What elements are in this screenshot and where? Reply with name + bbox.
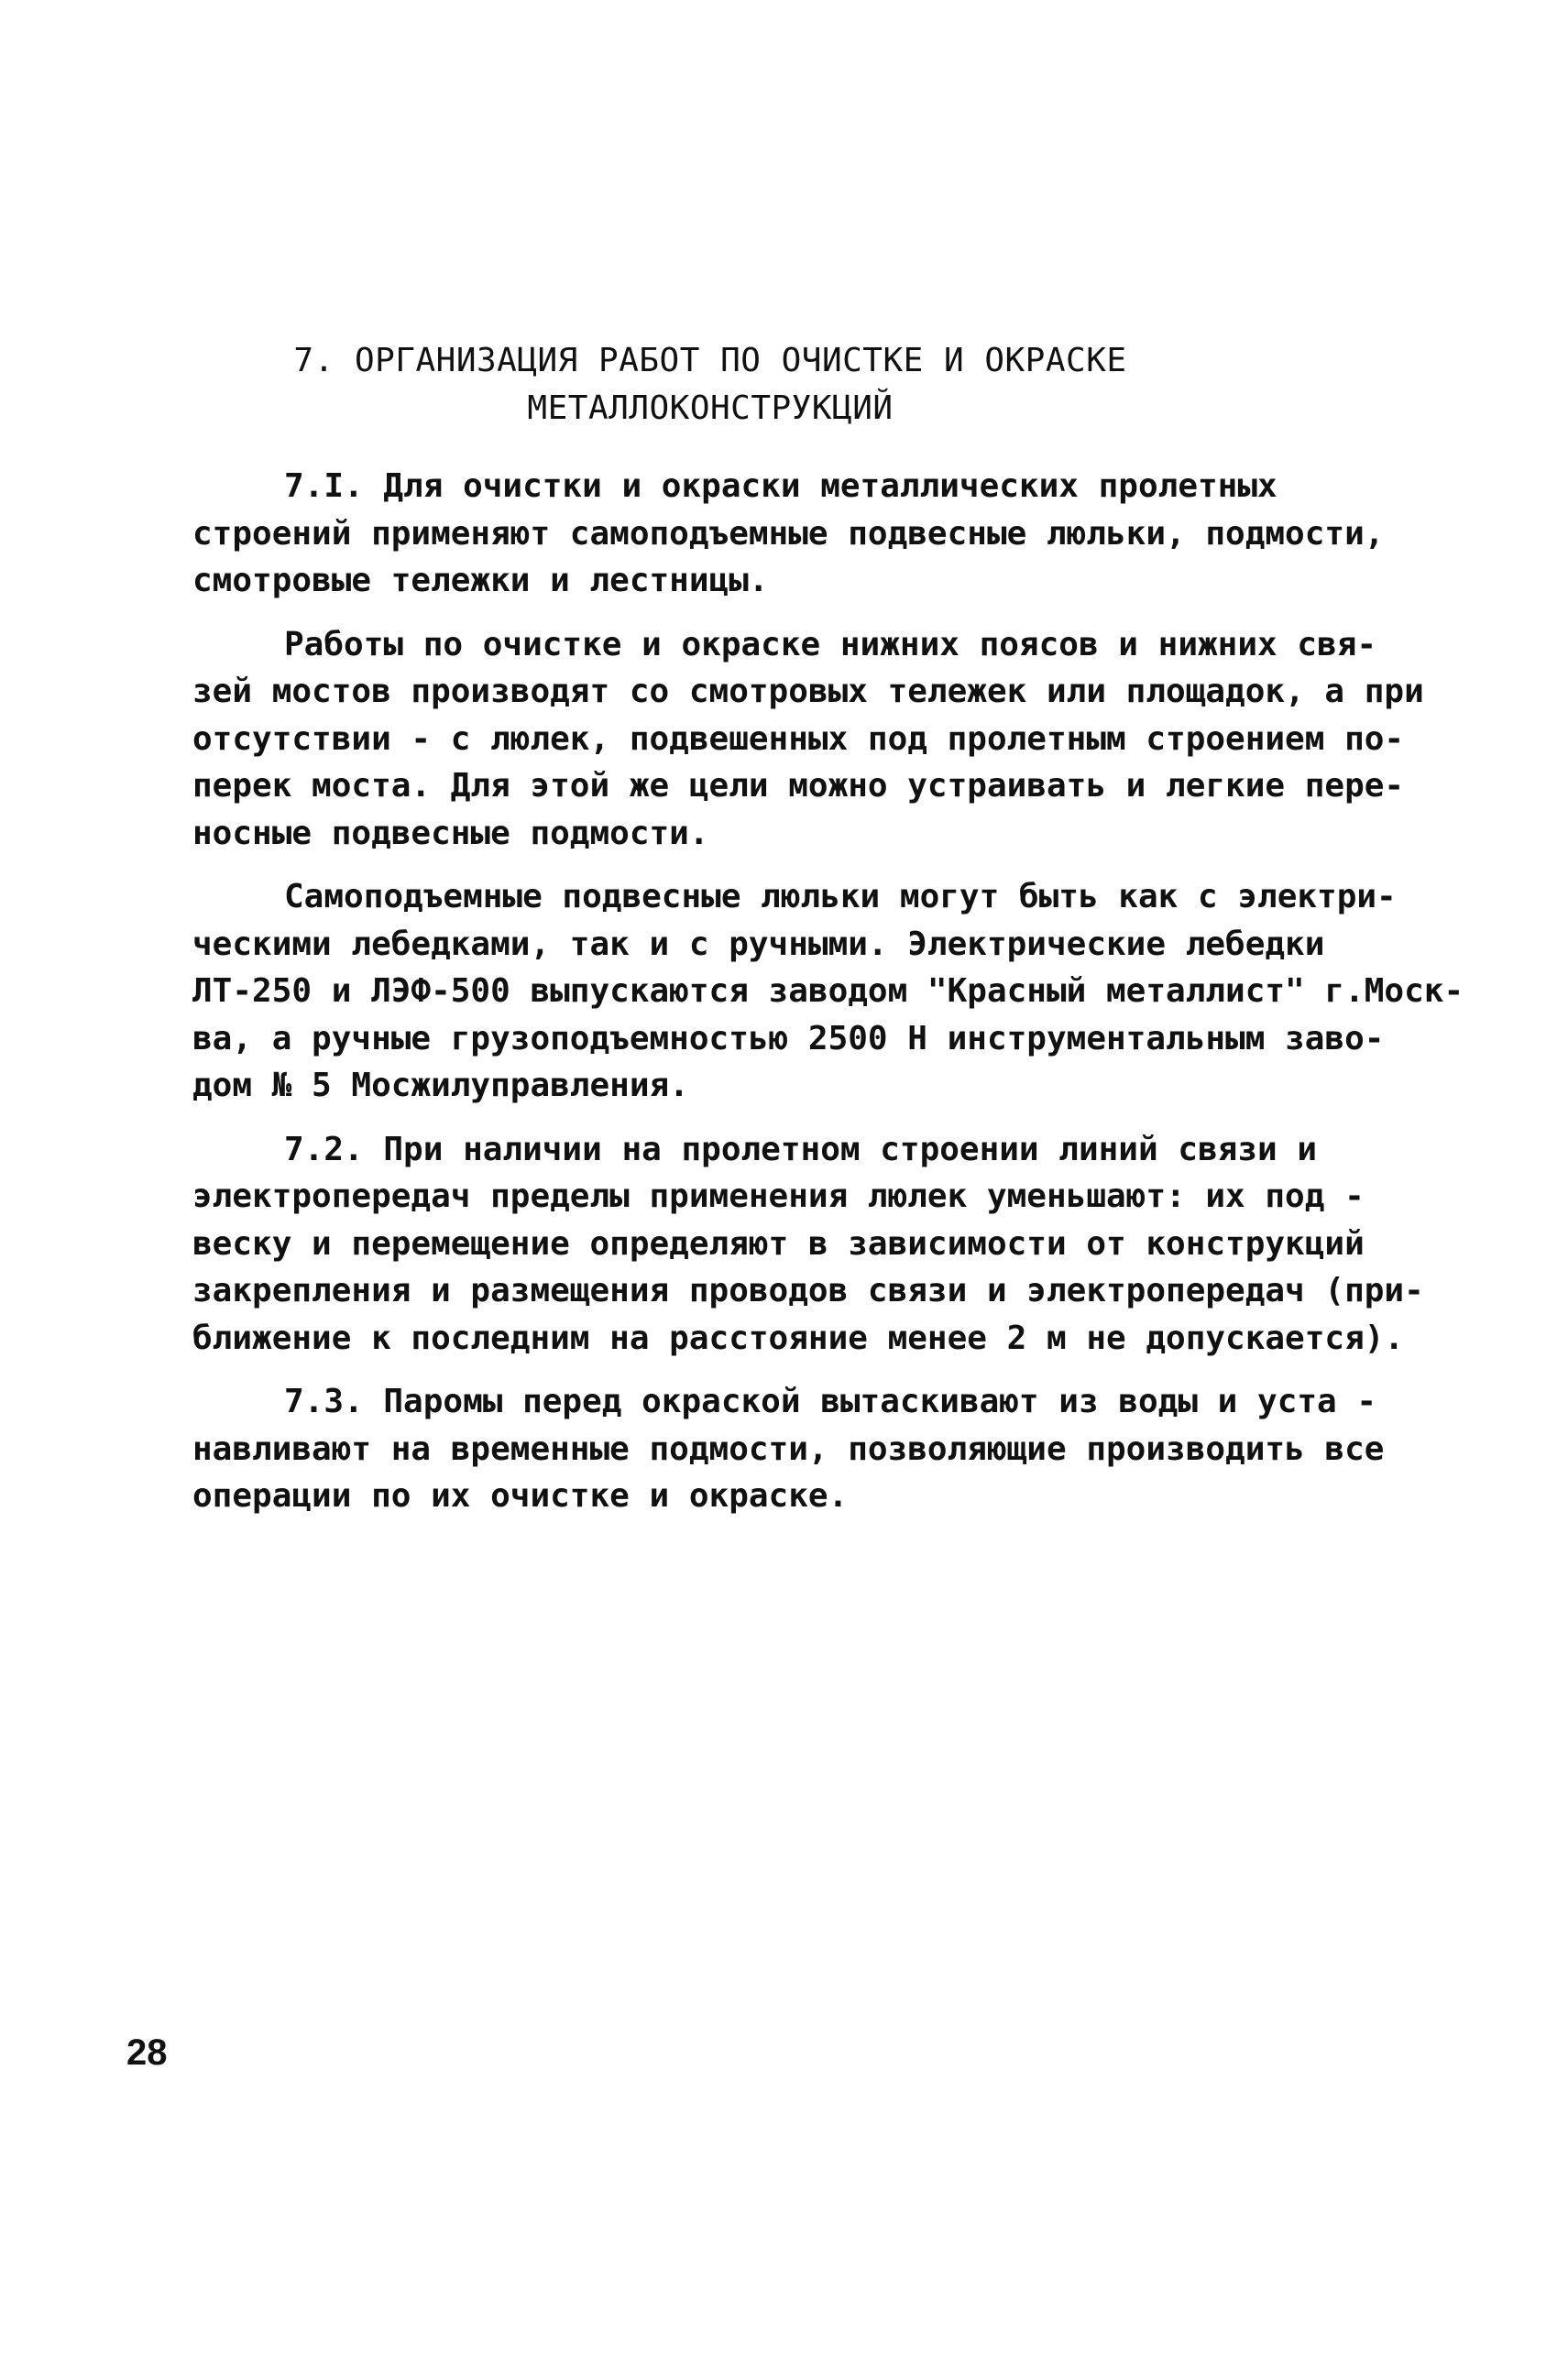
- text-line: дом № 5 Мосжилуправления.: [192, 1067, 689, 1104]
- text-line: зей мостов производят со смотровых тележек или площадок, а при: [192, 673, 1424, 710]
- text-line: Работы по очистке и окраске нижних поясов и нижних свя-: [284, 625, 1377, 663]
- text-line: навливают на временные подмости, позволяющие производить все: [192, 1429, 1385, 1468]
- text-line: смотровые тележки и лестницы.: [192, 562, 769, 599]
- paragraph-cradles: [192, 873, 1464, 1110]
- heading-line-2: МЕТАЛЛОКОНСТРУКЦИЙ: [527, 389, 894, 427]
- paragraph-7-2: [192, 1126, 1424, 1363]
- text-line: 7.2. При наличии на пролетном строении линий связи и: [284, 1130, 1318, 1168]
- text-line: носные подвесные подмости.: [192, 814, 709, 852]
- text-line: перек моста. Для этой же цели можно устраивать и легкие пере-: [192, 767, 1405, 805]
- heading-line-1: 7. ОРГАНИЗАЦИЯ РАБОТ ПО ОЧИСТКЕ И ОКРАСКЕ: [293, 342, 1127, 379]
- text-line: ближение к последним на расстояние менее 2 м не допускается).: [192, 1319, 1405, 1357]
- text-line: закрепления и размещения проводов связи и электропередач (при-: [192, 1272, 1424, 1309]
- text-line: 7.I. Для очистки и окраски металлических пролетных: [284, 467, 1277, 505]
- text-line: электропередач пределы применения люлек уменьшают: их под -: [192, 1178, 1365, 1215]
- text-line: ЛТ-250 и ЛЭФ-500 выпускаются заводом "Красный металлист" г.Моск-: [192, 972, 1464, 1010]
- body-text: [192, 463, 1464, 1537]
- paragraph-lower-chords: [192, 621, 1424, 858]
- section-heading: [192, 337, 1228, 433]
- text-line: отсутствии - с люлек, подвешенных под пролетным строением по-: [192, 719, 1405, 758]
- text-line: строений применяют самоподъемные подвесные люльки, подмости,: [192, 514, 1385, 553]
- text-line: Самоподъемные подвесные люльки могут быть как с электри-: [284, 878, 1397, 915]
- text-line: ческими лебедками, так и с ручными. Электрические лебедки: [192, 925, 1325, 963]
- text-line: веску и перемещение определяют в зависимости от конструкций: [192, 1224, 1365, 1263]
- text-line: операции по их очистке и окраске.: [192, 1477, 849, 1515]
- paragraph-7-1: [192, 463, 1384, 605]
- paragraph-7-3: [192, 1378, 1384, 1520]
- page-number: 28: [126, 2032, 168, 2073]
- text-line: ва, а ручные грузоподъемностью 2500 Н инструментальным заво-: [192, 1019, 1385, 1057]
- text-line: 7.3. Паромы перед окраской вытаскивают из воды и уста -: [284, 1383, 1377, 1420]
